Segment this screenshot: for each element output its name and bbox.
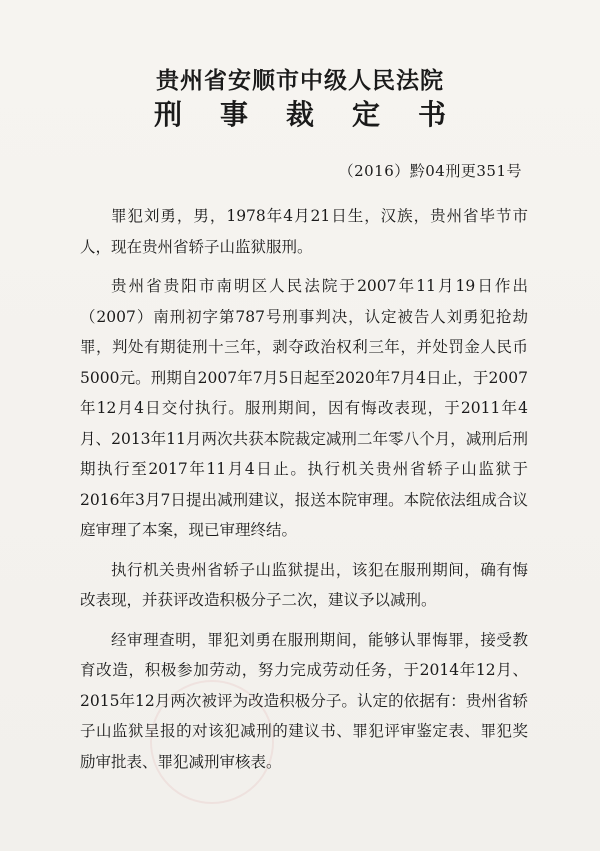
paragraph-prison-proposal: 执行机关贵州省轿子山监狱提出，该犯在服刑期间，确有悔改表现，并获评改造积极分子二次，建议予以减刑。	[80, 560, 528, 609]
document-title: 刑事裁定书	[153, 98, 484, 131]
court-name: 贵州省安顺市中级人民法院	[156, 67, 444, 94]
faint-seal-mark	[150, 680, 274, 804]
paragraph-judgment-history: 贵州省贵阳市南明区人民法院于2007年11月19日作出（2007）南刑初字第787号刑事判决，认定被告人刘勇犯抢劫罪，判处有期徒刑十三年，剥夺政治权利三年，并处罚金人民币5000元。刑期自2007年7月5日起至2020年7月4日止，于2007年12月4日交付执行。服刑期间，因有悔改表现，于2011年4月、2013年11月两次共获本院裁定减刑二年零八个月，减刑后刑期执行至2017年11月4日止。执行机关贵州省轿子山监狱于2016年3月7日提出减刑建议，报送本院审理。本院依法组成合议庭审理了本案，现已审理终结。	[80, 277, 528, 539]
case-number: （2016）黔04刑更351号	[338, 162, 522, 180]
document-body	[80, 201, 528, 786]
paragraph-defendant: 罪犯刘勇，男，1978年4月21日生，汉族，贵州省毕节市人，现在贵州省轿子山监狱服刑。	[80, 207, 528, 256]
paragraph-findings: 经审理查明，罪犯刘勇在服刑期间，能够认罪悔罪，接受教育改造，积极参加劳动，努力完成劳动任务，于2014年12月、2015年12月两次被评为改造积极分子。认定的依据有：贵州省轿子山监狱呈报的对该犯减刑的建议书、罪犯评审鉴定表、罪犯奖励审批表、罪犯减刑审核表。	[80, 630, 528, 771]
